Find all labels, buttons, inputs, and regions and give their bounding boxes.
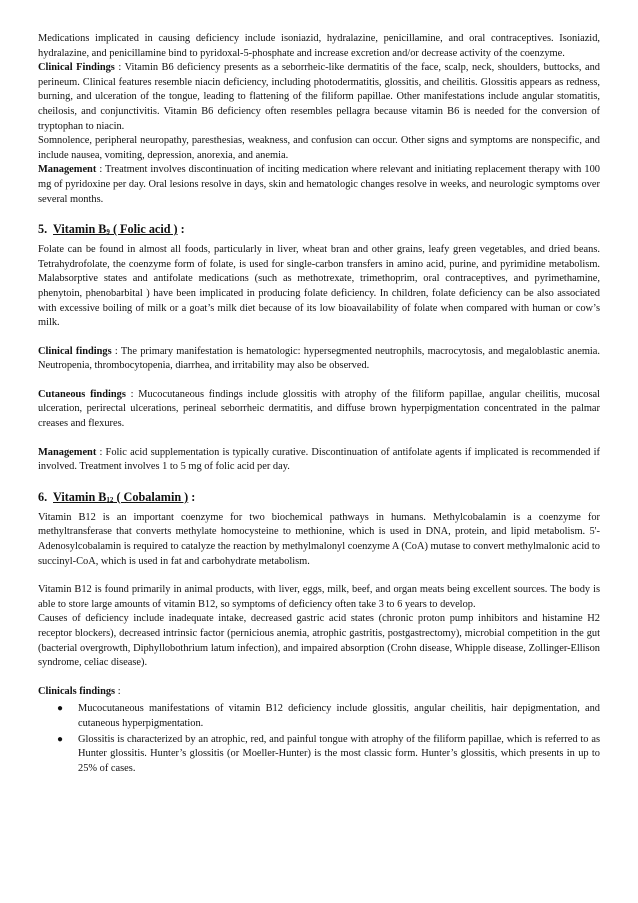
b6-somnolence-paragraph: Somnolence, peripheral neuropathy, paresthesias, weakness, and confusion can occur. Other signs and symptoms are nonspecific, and include nausea, vomiting, depression, anorexia, and anemia. bbox=[38, 135, 600, 161]
list-item: ● Glossitis is characterized by an atrophic, red, and painful tongue with atrophy of the filiform papillae, which is referred to as Hunter glossitis. Hunter’s glossitis (or Moeller-Hunter) is the most classic form. Hunter’s glossitis, which presents in up to 25% of cases. bbox=[57, 733, 600, 774]
b9-intro-paragraph: Folate can be found in almost all foods, particularly in liver, wheat bran and other grains, leafy green vegetables, and dried beans. Tetrahydrofolate, the coenzyme form of folate, is used for single-carbon transfers in amino acid, purine, and pyrimidine metabolism. Malabsorptive states and antifolate medications (such as methotrexate, trimethoprim, oral contraceptives, and pyrimethamine, phenytoin, phenobarbital ) have been implicated in producing folate deficiency. In children, folate deficiency can be also associated with excessive boiling of milk or a goat’s milk diet because of its low bioavailability of folate when compared with human or cow’s milk. bbox=[38, 244, 600, 329]
list-item: ● Mucocutaneous manifestations of vitamin B12 deficiency include glossitis, angular cheilitis, hair depigmentation, and cutaneous hyperpigmentation. bbox=[57, 703, 600, 729]
b12-clinical-colon: : bbox=[115, 685, 121, 697]
b9-heading-title: Vitamin $B_9$ ( Folic acid ) bbox=[53, 222, 178, 237]
b12-heading-number: 6. bbox=[38, 489, 48, 504]
b6-medications-paragraph: Medications implicated in causing deficiency include isoniazid, hydralazine, penicillamine, and oral contraceptives. Isoniazid, hydralazine, and penicillamine bind to pyridoxal-5-phosphate and increase excretion and/or decrease activity of the coenzyme. bbox=[38, 33, 600, 59]
b9-management-label: Management bbox=[38, 446, 97, 458]
bullet-icon: ● bbox=[57, 733, 64, 745]
b9-management-paragraph bbox=[38, 446, 600, 475]
b6-clinical-paragraph bbox=[38, 61, 600, 134]
b6-management-text: : Treatment involves discontinuation of inciting medication where relevant and initiating replacement therapy with 100 mg of pyridoxine per day. Oral lesions resolve in days, skin and hematologic changes resolve in weeks, and neurologic symptoms over several months. bbox=[38, 164, 600, 205]
b12-causes-paragraph: Causes of deficiency include inadequate intake, decreased gastric acid states (chronic proton pump inhibitors and histamine H2 receptor blockers), decreased intrinsic factor (pernicious anemia, atrophic gastritis, postgastrectomy), microbial competition in the gut (bacterial overgrowth, Diphyllobothrium latum infection), and impaired absorption (Crohn disease, Whipple disease, Zollinger-Ellison syndrome, celiac disease). bbox=[38, 613, 600, 669]
b6-clinical-label: Clinical Findings bbox=[38, 62, 115, 74]
b9-clinical-label: Clinical findings bbox=[38, 345, 112, 357]
b9-cutaneous-text: : Mucocutaneous findings include glossitis with atrophy of the filiform papillae, angular cheilitis, mucosal ulceration, perirectal ulcerations, perineal seborrheic dermatitis, and diffuse brown hyperpigmentation concentrated in the palmar creases and flexures. bbox=[38, 388, 600, 430]
b12-clinical-list bbox=[38, 702, 600, 776]
b6-clinical-text: : Vitamin B6 deficiency presents as a seborrheic-like dermatitis of the face, scalp, neck, shoulders, buttocks, and perineum. Clinical features resemble niacin deficiency, including photodermatitis, glossitis, and cheilitis. Glossitis appears as redness, burning, and ulceration of the tongue, leading to flattening of the filiform papillae. Other manifestations include angular stomatitis, cheilosis, and conjunctivitis. Vitamin B6 deficiency often resembles pellagra because vitamin B6 is needed for the conversion of tryptophan to niacin. bbox=[38, 62, 600, 132]
b6-management-paragraph bbox=[38, 163, 600, 207]
b12-intro-paragraph: Vitamin B12 is an important coenzyme for two biochemical pathways in humans. Methylcobalamin is a coenzyme for methyltransferase that converts methylate homocysteine to methionine, which is used in DNA, protein, and lipid metabolism. 5'-Adenosylcobalamin is required to catalyze the reaction by methylmalonyl coenzyme A (CoA) mutase to convert methylmalonic acid to succinyl-CoA, which is used in fat and carbohydrate metabolism. bbox=[38, 511, 600, 567]
b12-heading-title: Vitamin $B_{12}$ ( Cobalamin ) bbox=[53, 489, 189, 504]
b9-cutaneous-label: Cutaneous findings bbox=[38, 388, 126, 400]
bullet-icon: ● bbox=[57, 703, 64, 715]
b9-clinical-text: : The primary manifestation is hematologic: hypersegmented neutrophils, macrocytosis, and megaloblastic anemia. Neutropenia, thrombocytopenia, diarrhea, and irritability may also be observed. bbox=[38, 345, 600, 372]
b9-management-text: : Folic acid supplementation is typically curative. Discontinuation of antifolate agents if implicated is recommended if involved. Treatment involves 1 to 5 mg of folic acid per day. bbox=[38, 446, 600, 473]
b9-heading bbox=[38, 221, 600, 241]
b6-management-label: Management bbox=[38, 164, 97, 176]
b12-heading-colon: : bbox=[188, 489, 196, 504]
b9-heading-number: 5. bbox=[38, 222, 48, 237]
b12-clinical-label: Clinicals findings bbox=[38, 685, 116, 697]
b12-clinical-heading bbox=[38, 685, 600, 700]
b9-clinical-paragraph bbox=[38, 345, 600, 374]
b9-heading-colon: : bbox=[177, 222, 185, 237]
b9-cutaneous-paragraph bbox=[38, 388, 600, 432]
b12-heading bbox=[38, 489, 600, 509]
b12-sources-paragraph: Vitamin B12 is found primarily in animal products, with liver, eggs, milk, beef, and organ meats being excellent sources. The body is able to store large amounts of vitamin B12, so symptoms of deficiency often take 3 to 6 years to develop. bbox=[38, 584, 600, 610]
